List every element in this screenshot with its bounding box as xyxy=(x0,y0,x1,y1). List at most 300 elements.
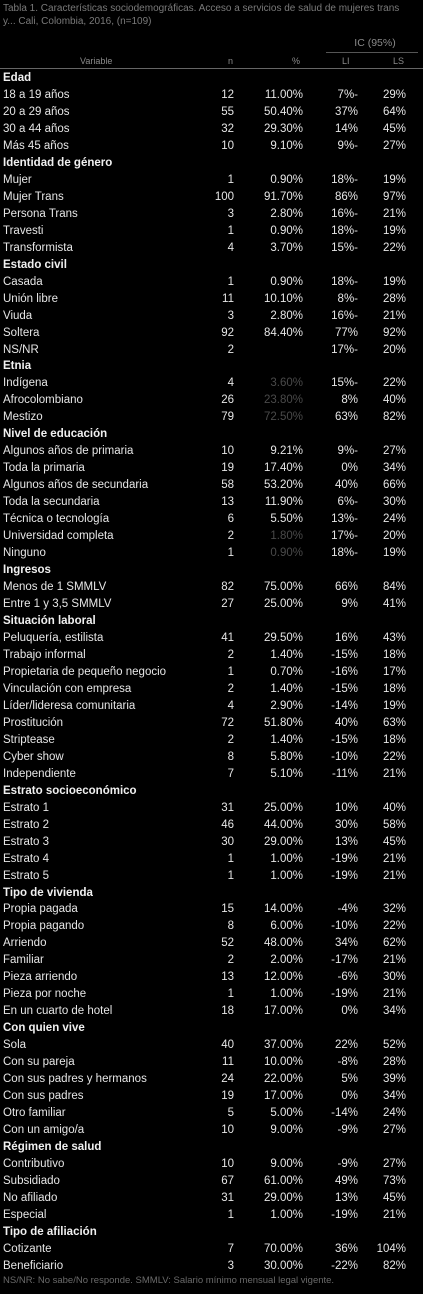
row-pct: 10.10% xyxy=(263,292,303,305)
row-label: Independiente xyxy=(3,767,76,780)
row-li: 66% xyxy=(334,581,358,594)
row-n: 2 xyxy=(227,648,234,661)
row-label: Algunos años de primaria xyxy=(3,445,134,458)
table-row xyxy=(0,647,423,664)
row-n: 52 xyxy=(221,937,234,950)
table-row xyxy=(0,206,423,223)
row-pct: 1.00% xyxy=(270,852,303,865)
row-ls: 19% xyxy=(382,224,406,237)
row-n: 1 xyxy=(227,852,234,865)
row-pct: 9.21% xyxy=(270,445,303,458)
row-n: 41 xyxy=(221,631,234,644)
table-row xyxy=(0,477,423,494)
table-row xyxy=(0,409,423,426)
row-pct: 0.90% xyxy=(270,547,303,560)
row-pct: 2.80% xyxy=(270,309,303,322)
category-label: Tipo de vivienda xyxy=(3,886,93,899)
row-n: 10 xyxy=(221,139,234,152)
table-row xyxy=(0,918,423,935)
row-pct: 75.00% xyxy=(263,581,303,594)
row-pct: 1.40% xyxy=(270,733,303,746)
category-row xyxy=(0,885,423,902)
row-n: 10 xyxy=(221,1124,234,1137)
row-label: Mujer Trans xyxy=(3,190,64,203)
row-ls: 22% xyxy=(382,920,406,933)
category-label: Estrato socioeconómico xyxy=(3,784,137,797)
table-row xyxy=(0,800,423,817)
header-li: LI xyxy=(342,56,350,66)
row-pct: 53.20% xyxy=(263,479,303,492)
row-n: 1 xyxy=(227,547,234,560)
row-n: 13 xyxy=(221,971,234,984)
row-li: 49% xyxy=(334,1174,358,1187)
table-row xyxy=(0,240,423,257)
row-label: Con sus padres y hermanos xyxy=(3,1073,147,1086)
row-label: Otro familiar xyxy=(3,1107,66,1120)
row-ls: 19% xyxy=(382,275,406,288)
row-li: 17%- xyxy=(331,530,358,543)
row-li: 15%- xyxy=(331,241,358,254)
header-variable: Variable xyxy=(80,56,113,66)
row-label: Mestizo xyxy=(3,411,43,424)
table-row xyxy=(0,1156,423,1173)
row-ls: 63% xyxy=(382,716,406,729)
row-label: Afrocolombiano xyxy=(3,394,83,407)
row-n: 2 xyxy=(227,343,234,356)
row-ls: 82% xyxy=(382,1259,406,1272)
row-n: 55 xyxy=(221,105,234,118)
row-n: 32 xyxy=(221,122,234,135)
table-row xyxy=(0,732,423,749)
row-label: Viuda xyxy=(3,309,33,322)
table-body xyxy=(0,70,423,1275)
category-row xyxy=(0,1020,423,1037)
row-li: 15%- xyxy=(331,377,358,390)
row-pct: 14.00% xyxy=(263,903,303,916)
row-pct: 30.00% xyxy=(263,1259,303,1272)
row-pct: 1.00% xyxy=(270,869,303,882)
header-rule xyxy=(0,68,423,69)
row-ls: 19% xyxy=(382,547,406,560)
row-li: 7%- xyxy=(337,88,358,101)
table-row xyxy=(0,834,423,851)
row-li: 14% xyxy=(334,122,358,135)
row-li: -8% xyxy=(337,1056,358,1069)
category-label: Etnia xyxy=(3,360,32,373)
row-pct: 29.30% xyxy=(263,122,303,135)
category-row xyxy=(0,562,423,579)
table-row xyxy=(0,375,423,392)
row-n: 1 xyxy=(227,224,234,237)
table-row xyxy=(0,596,423,613)
row-label: Pieza por noche xyxy=(3,988,87,1001)
row-ls: 18% xyxy=(382,682,406,695)
row-ls: 45% xyxy=(382,835,406,848)
category-label: Con quien vive xyxy=(3,1022,85,1035)
row-ls: 24% xyxy=(382,1107,406,1120)
table-row xyxy=(0,817,423,834)
row-ls: 104% xyxy=(376,1242,406,1255)
row-pct: 1.00% xyxy=(270,1208,303,1221)
table-row xyxy=(0,749,423,766)
ic-header: IC (95%) xyxy=(354,37,396,49)
row-pct: 70.00% xyxy=(263,1242,303,1255)
row-li: 18%- xyxy=(331,547,358,560)
row-pct: 9.10% xyxy=(270,139,303,152)
row-li: -9% xyxy=(337,1124,358,1137)
table-row xyxy=(0,1207,423,1224)
table-row xyxy=(0,138,423,155)
row-li: 18%- xyxy=(331,275,358,288)
row-pct: 22.00% xyxy=(263,1073,303,1086)
row-label: Con un amigo/a xyxy=(3,1124,85,1137)
row-label: Beneficiario xyxy=(3,1259,64,1272)
row-ls: 66% xyxy=(382,479,406,492)
row-ls: 27% xyxy=(382,1158,406,1170)
row-n: 8 xyxy=(227,920,234,933)
row-n: 1 xyxy=(227,173,234,186)
row-ls: 64% xyxy=(382,105,406,118)
row-li: 37% xyxy=(334,105,358,118)
header-pct: % xyxy=(292,56,301,66)
row-pct: 1.80% xyxy=(270,530,303,543)
row-n: 2 xyxy=(227,530,234,543)
table-row xyxy=(0,579,423,596)
header-n: n xyxy=(228,56,234,66)
row-n: 13 xyxy=(221,496,234,509)
row-ls: 28% xyxy=(382,1056,406,1069)
row-n: 40 xyxy=(221,1039,234,1052)
row-ls: 45% xyxy=(382,1191,406,1204)
category-label: Tipo de afiliación xyxy=(3,1225,97,1238)
row-label: Cotizante xyxy=(3,1242,52,1255)
category-row xyxy=(0,613,423,630)
row-ls: 20% xyxy=(382,343,406,356)
row-label: En un cuarto de hotel xyxy=(3,1005,113,1018)
table-row xyxy=(0,681,423,698)
table-row xyxy=(0,630,423,647)
row-label: Cyber show xyxy=(3,750,64,763)
row-n: 10 xyxy=(221,1158,234,1170)
row-li: 0% xyxy=(341,462,358,475)
row-n: 19 xyxy=(221,462,234,475)
row-li: -6% xyxy=(337,971,358,984)
row-ls: 30% xyxy=(382,971,406,984)
row-li: 30% xyxy=(334,818,358,831)
row-ls: 40% xyxy=(382,801,406,814)
row-pct: 29.00% xyxy=(263,835,303,848)
table-row xyxy=(0,104,423,121)
row-label: Mujer xyxy=(3,173,32,186)
row-pct: 9.00% xyxy=(270,1124,303,1137)
row-li: 9%- xyxy=(337,139,358,152)
table-row xyxy=(0,325,423,342)
row-li: 0% xyxy=(341,1090,358,1103)
row-pct: 91.70% xyxy=(263,190,303,203)
table-row xyxy=(0,1173,423,1190)
row-pct: 72.50% xyxy=(263,411,303,424)
row-ls: 22% xyxy=(382,750,406,763)
row-ls: 19% xyxy=(382,173,406,186)
row-pct: 3.70% xyxy=(270,241,303,254)
row-li: 86% xyxy=(334,190,358,203)
row-label: 18 a 19 años xyxy=(3,88,70,101)
row-n: 3 xyxy=(227,1259,234,1272)
table-row xyxy=(0,121,423,138)
row-li: 13% xyxy=(334,835,358,848)
ic-header-rule xyxy=(326,52,418,53)
row-pct: 50.40% xyxy=(263,105,303,118)
row-ls: 24% xyxy=(382,513,406,526)
row-pct: 84.40% xyxy=(263,326,303,339)
row-n: 72 xyxy=(221,716,234,729)
row-label: Familiar xyxy=(3,954,44,967)
row-label: Toda la primaria xyxy=(3,462,85,475)
row-pct: 2.90% xyxy=(270,699,303,712)
row-pct: 29.00% xyxy=(263,1191,303,1204)
row-n: 6 xyxy=(227,513,234,526)
row-n: 12 xyxy=(221,88,234,101)
row-ls: 34% xyxy=(382,1005,406,1018)
row-li: -10% xyxy=(331,920,358,933)
row-pct: 1.00% xyxy=(270,988,303,1001)
row-ls: 41% xyxy=(382,598,406,611)
row-li: 9% xyxy=(341,598,358,611)
row-label: Entre 1 y 3,5 SMMLV xyxy=(3,598,112,611)
table-row xyxy=(0,1190,423,1207)
row-ls: 21% xyxy=(382,1208,406,1221)
row-ls: 39% xyxy=(382,1073,406,1086)
row-ls: 27% xyxy=(382,1124,406,1137)
row-ls: 27% xyxy=(382,139,406,152)
row-pct: 29.50% xyxy=(263,631,303,644)
row-label: Propia pagando xyxy=(3,920,85,933)
row-ls: 21% xyxy=(382,767,406,780)
table-row xyxy=(0,766,423,783)
table-row xyxy=(0,851,423,868)
row-li: 18%- xyxy=(331,224,358,237)
row-pct: 37.00% xyxy=(263,1039,303,1052)
table-row xyxy=(0,664,423,681)
row-label: Con su pareja xyxy=(3,1056,75,1069)
row-ls: 34% xyxy=(382,1090,406,1103)
row-pct: 61.00% xyxy=(263,1174,303,1187)
row-li: 13% xyxy=(334,1191,358,1204)
row-n: 46 xyxy=(221,818,234,831)
row-pct: 1.40% xyxy=(270,648,303,661)
row-n: 82 xyxy=(221,581,234,594)
row-li: 16% xyxy=(334,631,358,644)
row-label: Transformista xyxy=(3,241,73,254)
row-ls: 40% xyxy=(382,394,406,407)
row-ls: 21% xyxy=(382,207,406,220)
category-row xyxy=(0,257,423,274)
row-pct: 0.90% xyxy=(270,275,303,288)
row-ls: 22% xyxy=(382,241,406,254)
row-li: 13%- xyxy=(331,513,358,526)
row-pct: 0.70% xyxy=(270,665,303,678)
table-caption: Tabla 1. Características sociodemográficas. Acceso a servicios de salud de mujeres trans y... Cali, Colombia, 2016, (n=109) xyxy=(3,3,400,27)
row-label: No afiliado xyxy=(3,1191,58,1204)
row-ls: 52% xyxy=(382,1039,406,1052)
row-li: 5% xyxy=(341,1073,358,1086)
row-label: Trabajo informal xyxy=(3,648,86,661)
row-n: 1 xyxy=(227,869,234,882)
row-n: 27 xyxy=(221,598,234,611)
row-pct: 25.00% xyxy=(263,801,303,814)
row-li: 36% xyxy=(334,1242,358,1255)
row-label: NS/NR xyxy=(3,343,39,356)
row-n: 4 xyxy=(227,699,234,712)
row-label: Pieza arriendo xyxy=(3,971,78,984)
table-row xyxy=(0,528,423,545)
row-li: -15% xyxy=(331,733,358,746)
row-n: 1 xyxy=(227,275,234,288)
row-n: 67 xyxy=(221,1174,234,1187)
row-li: -19% xyxy=(331,988,358,1001)
row-li: -14% xyxy=(331,699,358,712)
row-li: -19% xyxy=(331,869,358,882)
table-row xyxy=(0,189,423,206)
row-li: 8% xyxy=(341,394,358,407)
table-row xyxy=(0,443,423,460)
row-label: Indígena xyxy=(3,377,48,390)
row-n: 31 xyxy=(221,1191,234,1204)
row-n: 5 xyxy=(227,1107,234,1120)
row-pct: 23.80% xyxy=(263,394,303,407)
table-row xyxy=(0,342,423,359)
row-label: Estrato 5 xyxy=(3,869,50,882)
row-li: 8%- xyxy=(337,292,358,305)
row-n: 2 xyxy=(227,682,234,695)
row-n: 2 xyxy=(227,733,234,746)
row-n: 24 xyxy=(221,1073,234,1086)
row-n: 30 xyxy=(221,835,234,848)
row-label: Más 45 años xyxy=(3,139,69,152)
row-li: 16%- xyxy=(331,207,358,220)
row-n: 7 xyxy=(227,1242,234,1255)
row-pct: 11.00% xyxy=(264,88,303,101)
row-n: 11 xyxy=(222,1056,234,1069)
table-row xyxy=(0,1071,423,1088)
row-li: 6%- xyxy=(337,496,358,509)
row-li: 10% xyxy=(334,801,358,814)
row-label: Soltera xyxy=(3,326,40,339)
row-li: 22% xyxy=(334,1039,358,1052)
row-pct: 10.00% xyxy=(263,1056,303,1069)
row-pct: 9.00% xyxy=(270,1158,303,1170)
table-row xyxy=(0,1037,423,1054)
row-ls: 28% xyxy=(382,292,406,305)
table-row xyxy=(0,986,423,1003)
row-ls: 18% xyxy=(382,648,406,661)
category-row xyxy=(0,358,423,375)
category-row xyxy=(0,1224,423,1241)
row-ls: 62% xyxy=(382,937,406,950)
row-pct: 11.90% xyxy=(264,496,303,509)
row-li: 0% xyxy=(341,1005,358,1018)
row-pct: 2.80% xyxy=(270,207,303,220)
row-ls: 29% xyxy=(382,88,406,101)
table-row xyxy=(0,460,423,477)
row-li: 16%- xyxy=(331,309,358,322)
row-label: Estrato 3 xyxy=(3,835,50,848)
row-n: 3 xyxy=(227,207,234,220)
row-n: 8 xyxy=(227,750,234,763)
row-li: -19% xyxy=(331,852,358,865)
row-ls: 92% xyxy=(382,326,406,339)
row-ls: 82% xyxy=(382,411,406,424)
row-pct: 3.60% xyxy=(270,377,303,390)
row-n: 7 xyxy=(227,767,234,780)
table-row xyxy=(0,392,423,409)
row-li: -4% xyxy=(337,903,358,916)
row-n: 100 xyxy=(214,190,234,203)
row-label: Sola xyxy=(3,1039,27,1052)
row-pct: 5.00% xyxy=(270,1107,303,1120)
row-label: Casada xyxy=(3,275,43,288)
row-pct: 1.40% xyxy=(270,682,303,695)
row-n: 4 xyxy=(227,241,234,254)
category-row xyxy=(0,783,423,800)
row-ls: 45% xyxy=(382,122,406,135)
row-label: Contributivo xyxy=(3,1158,65,1170)
table-row xyxy=(0,223,423,240)
row-ls: 20% xyxy=(382,530,406,543)
row-ls: 17% xyxy=(382,665,406,678)
row-li: -15% xyxy=(331,648,358,661)
row-label: Propia pagada xyxy=(3,903,78,916)
row-label: Estrato 4 xyxy=(3,852,50,865)
row-label: Toda la secundaria xyxy=(3,496,100,509)
row-label: Universidad completa xyxy=(3,530,114,543)
category-row xyxy=(0,155,423,172)
row-pct: 51.80% xyxy=(263,716,303,729)
row-li: -9% xyxy=(337,1158,358,1170)
category-row xyxy=(0,1139,423,1156)
row-n: 10 xyxy=(221,445,234,458)
row-ls: 21% xyxy=(382,309,406,322)
row-li: 77% xyxy=(334,326,358,339)
row-n: 19 xyxy=(221,1090,234,1103)
row-label: Striptease xyxy=(3,733,55,746)
row-n: 26 xyxy=(221,394,234,407)
row-ls: 19% xyxy=(382,699,406,712)
row-ls: 32% xyxy=(382,903,406,916)
row-pct: 17.00% xyxy=(263,1090,303,1103)
row-label: Persona Trans xyxy=(3,207,78,220)
row-li: 9%- xyxy=(337,445,358,458)
table-row xyxy=(0,969,423,986)
row-li: 34% xyxy=(334,937,358,950)
row-pct: 6.00% xyxy=(270,920,303,933)
row-ls: 30% xyxy=(382,496,406,509)
row-n: 15 xyxy=(221,903,234,916)
row-label: Estrato 2 xyxy=(3,818,50,831)
row-label: Estrato 1 xyxy=(3,801,50,814)
row-ls: 43% xyxy=(382,631,406,644)
table-row xyxy=(0,868,423,885)
table-footnote: NS/NR: No sabe/No responde. SMMLV: Salario mínimo mensual legal vigente. xyxy=(3,1275,335,1286)
row-li: -15% xyxy=(331,682,358,695)
row-label: Subsidiado xyxy=(3,1174,60,1187)
row-li: -22% xyxy=(331,1259,358,1272)
row-pct: 5.80% xyxy=(270,750,303,763)
category-label: Ingresos xyxy=(3,564,51,577)
row-label: Prostitución xyxy=(3,716,64,729)
table-row xyxy=(0,1105,423,1122)
header-ls: LS xyxy=(393,56,405,66)
